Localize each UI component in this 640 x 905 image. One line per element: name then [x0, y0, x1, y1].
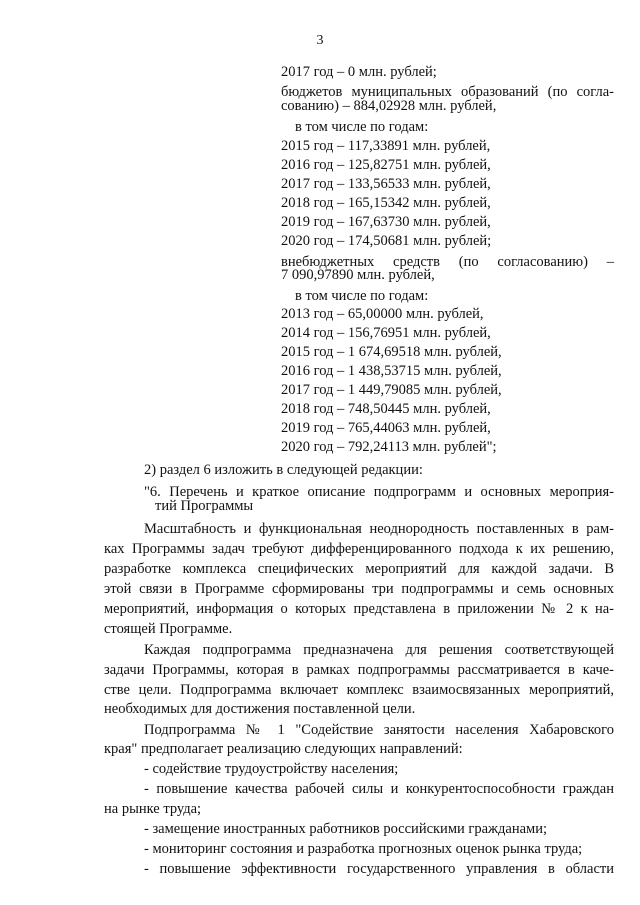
extrabudget-year-line: 2019 год – 765,44063 млн. рублей,: [281, 420, 491, 436]
section-heading-line-2: тий Программы: [155, 498, 254, 514]
extrabudget-year-line: 2020 год – 792,24113 млн. рублей";: [281, 439, 497, 455]
municipal-year-line: 2017 год – 133,56533 млн. рублей,: [281, 176, 491, 192]
municipal-by-year-label: в том числе по годам:: [295, 119, 429, 135]
paragraph-line: края" предполагает реализацию следующих направлений:: [104, 741, 463, 757]
paragraph-line: необходимых для достижения поставленной цели.: [104, 701, 416, 717]
amendment-item-2: 2) раздел 6 изложить в следующей редакции:: [144, 462, 423, 478]
municipal-year-line: 2018 год – 165,15342 млн. рублей,: [281, 195, 491, 211]
extrabudget-line-2: 7 090,97890 млн. рублей,: [281, 267, 435, 283]
paragraph-line: Подпрограмма № 1 "Содействие занятости населения Хабаровского: [144, 722, 614, 738]
bullet-item: - повышение качества рабочей силы и конкурентоспособности граждан: [144, 781, 614, 797]
extrabudget-year-line: 2015 год – 1 674,69518 млн. рублей,: [281, 344, 502, 360]
funding-line-2017: 2017 год – 0 млн. рублей;: [281, 64, 437, 80]
extrabudget-year-line: 2017 год – 1 449,79085 млн. рублей,: [281, 382, 502, 398]
extrabudget-year-line: 2013 год – 65,00000 млн. рублей,: [281, 306, 484, 322]
paragraph-line: Каждая подпрограмма предназначена для решения соответствующей: [144, 642, 614, 658]
bullet-item-continuation: на рынке труда;: [104, 801, 202, 817]
municipal-year-line: 2019 год – 167,63730 млн. рублей,: [281, 214, 491, 230]
extrabudget-year-line: 2014 год – 156,76951 млн. рублей,: [281, 325, 491, 341]
paragraph-line: стве цели. Подпрограмма включает комплекс взаимосвязанных мероприятий,: [104, 682, 614, 698]
paragraph-line: Масштабность и функциональная неоднородность поставленных в рам-: [144, 521, 614, 537]
paragraph-line: задачи Программы, которая в рамках подпрограммы рассматривается в каче-: [104, 662, 614, 678]
bullet-item: - замещение иностранных работников российскими гражданами;: [144, 821, 547, 837]
bullet-item: - мониторинг состояния и разработка прогнозных оценок рынка труда;: [144, 841, 583, 857]
municipal-year-line: 2020 год – 174,50681 млн. рублей;: [281, 233, 492, 249]
municipal-line-1: бюджетов муниципальных образований (по согла-: [281, 84, 614, 100]
extrabudget-by-year-label: в том числе по годам:: [295, 288, 429, 304]
paragraph-line: этой связи в Программе сформированы три подпрограммы и семь основных: [104, 581, 614, 597]
paragraph-line: стоящей Программе.: [104, 621, 233, 637]
municipal-year-line: 2016 год – 125,82751 млн. рублей,: [281, 157, 491, 173]
paragraph-line: ках Программы задач требуют дифференцированного подхода к их решению,: [104, 541, 614, 557]
municipal-year-line: 2015 год – 117,33891 млн. рублей,: [281, 138, 491, 154]
extrabudget-year-line: 2018 год – 748,50445 млн. рублей,: [281, 401, 491, 417]
extrabudget-line-1: внебюджетных средств (по согласованию) –: [281, 254, 614, 270]
bullet-item: - содействие трудоустройству населения;: [144, 761, 399, 777]
page-number: 3: [316, 33, 324, 48]
paragraph-line: мероприятий, информация о которых представлена в приложении № 2 к на-: [104, 601, 614, 617]
extrabudget-year-line: 2016 год – 1 438,53715 млн. рублей,: [281, 363, 502, 379]
municipal-line-2: сованию) – 884,02928 млн. рублей,: [281, 98, 497, 114]
bullet-item: - повышение эффективности государственного управления в области: [144, 861, 614, 877]
section-heading-line-1: "6. Перечень и краткое описание подпрограмм и основных мероприя-: [144, 484, 614, 500]
paragraph-line: разработке комплекса специфических мероприятий для каждой задачи. В: [104, 561, 614, 577]
